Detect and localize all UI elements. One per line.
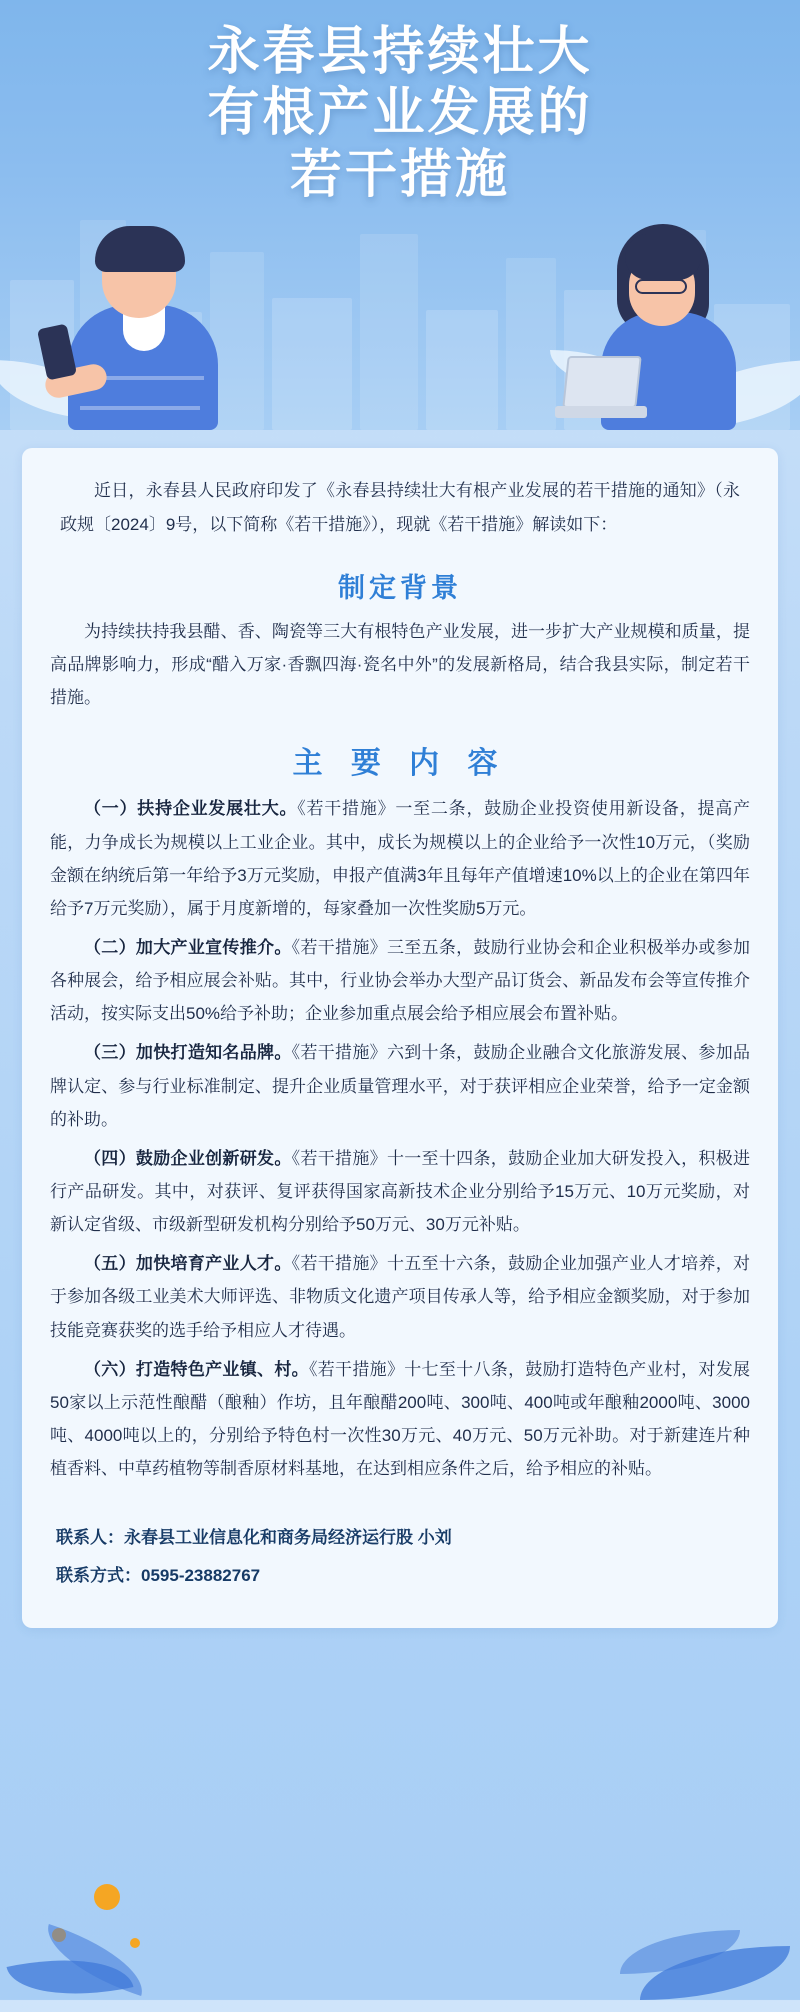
leaf-decor-icon [37, 1924, 154, 1996]
dot-decor-icon [94, 1884, 120, 1910]
measure-lead: （三）加快打造知名品牌。 [84, 1043, 292, 1063]
content-card [22, 448, 778, 1628]
measure-item [50, 931, 750, 1030]
footer-decoration [0, 1820, 800, 2000]
measure-lead: （五）加快培育产业人才。 [84, 1254, 292, 1274]
section-title-background: 制定背景 [338, 573, 462, 603]
measure-text: 《若干措施》十七至十八条，鼓励打造特色产业村，对发展50家以上示范性酿醋（酿釉）作坊，且年酿醋200吨、300吨、400吨或年酿釉2000吨、3000吨、4000吨以上的，分别给予特色村一次性30万元、40万元、50万元补助。对于新建连片种植香料、中草药植物等制香原材料基地，在达到相应条件之后，给予相应的补贴。 [50, 1359, 751, 1479]
contact-block [50, 1519, 750, 1594]
illustration-person-right [555, 215, 770, 430]
measure-lead: （二）加大产业宣传推介。 [84, 937, 292, 957]
measure-item [50, 1142, 750, 1241]
measure-item [50, 1036, 750, 1135]
title-line-3: 若干措施 [289, 145, 510, 204]
poster-title [0, 0, 800, 206]
poster-header [0, 0, 800, 430]
dot-decor-icon [52, 1928, 66, 1942]
title-line-1: 永春县持续壮大 [207, 23, 593, 81]
leaf-decor-icon [620, 1930, 740, 1974]
leaf-decor-icon [640, 1946, 790, 2000]
measure-item [50, 1247, 750, 1346]
contact-phone: 联系方式：0595-23882767 [56, 1565, 261, 1585]
contact-person: 联系人：永春县工业信息化和商务局经济运行股 小刘 [56, 1528, 452, 1548]
measure-text: 《若干措施》一至二条，鼓励企业投资使用新设备，提高产能，力争成长为规模以上工业企业。其中，成长为规模以上的企业给予一次性10万元，（奖励金额在纳统后第一年给予3万元奖励，申报产值满3年且每年产值增速10%以上的企业在第四年给予7万元奖励），属于月度新增的，每家叠加一次性奖励5万元。 [50, 799, 751, 918]
measure-text: 《若干措施》十五至十六条，鼓励企业加强产业人才培养，对于参加各级工业美术大师评选、非物质文化遗产项目传承人等，给予相应金额奖励，对于参加技能竞赛获奖的选手给予相应人才待遇。 [50, 1254, 751, 1340]
section-title-main-content: 主 要 内 容 [292, 747, 508, 781]
measure-text: 《若干措施》三至五条，鼓励行业协会和企业积极举办或参加各种展会，给予相应展会补贴。其中，行业协会举办大型产品订货会、新品发布会等宣传推介活动，按实际支出50%给予补助；企业参加重点展会给予相应展会布置补贴。 [50, 937, 751, 1024]
intro-paragraph: 近日，永春县人民政府印发了《永春县持续壮大有根产业发展的若干措施的通知》（永政规〔2024〕9号，以下简称《若干措施》），现就《若干措施》解读如下： [60, 481, 740, 534]
measure-lead: （一）扶持企业发展壮大。 [84, 799, 298, 819]
background-paragraph: 为持续扶持我县醋、香、陶瓷等三大有根特色产业发展，进一步扩大产业规模和质量，提高品牌影响力，形成“醋入万家·香飘四海·瓷名中外”的发展新格局，结合我县实际，制定若干措施。 [50, 622, 750, 708]
measure-item [50, 792, 750, 925]
leaf-decor-icon [7, 1942, 134, 2012]
dot-decor-icon [130, 1938, 140, 1948]
measure-item [50, 1353, 750, 1486]
illustration-person-left [40, 200, 270, 430]
measure-lead: （四）鼓励企业创新研发。 [84, 1148, 292, 1168]
measure-text: 《若干措施》十一至十四条，鼓励企业加大研发投入，积极进行产品研发。其中，对获评、复评获得国家高新技术企业分别给予15万元、10万元奖励，对新认定省级、市级新型研发机构分别给予50万元、30万元补贴。 [50, 1148, 751, 1235]
measure-lead: （六）打造特色产业镇、村。 [84, 1359, 309, 1379]
title-line-2: 有根产业发展的 [207, 84, 593, 143]
measure-text: 《若干措施》六到十条，鼓励企业融合文化旅游发展、参加品牌认定、参与行业标准制定、提升企业质量管理水平，对于获评相应企业荣誉，给予一定金额的补助。 [50, 1043, 751, 1129]
